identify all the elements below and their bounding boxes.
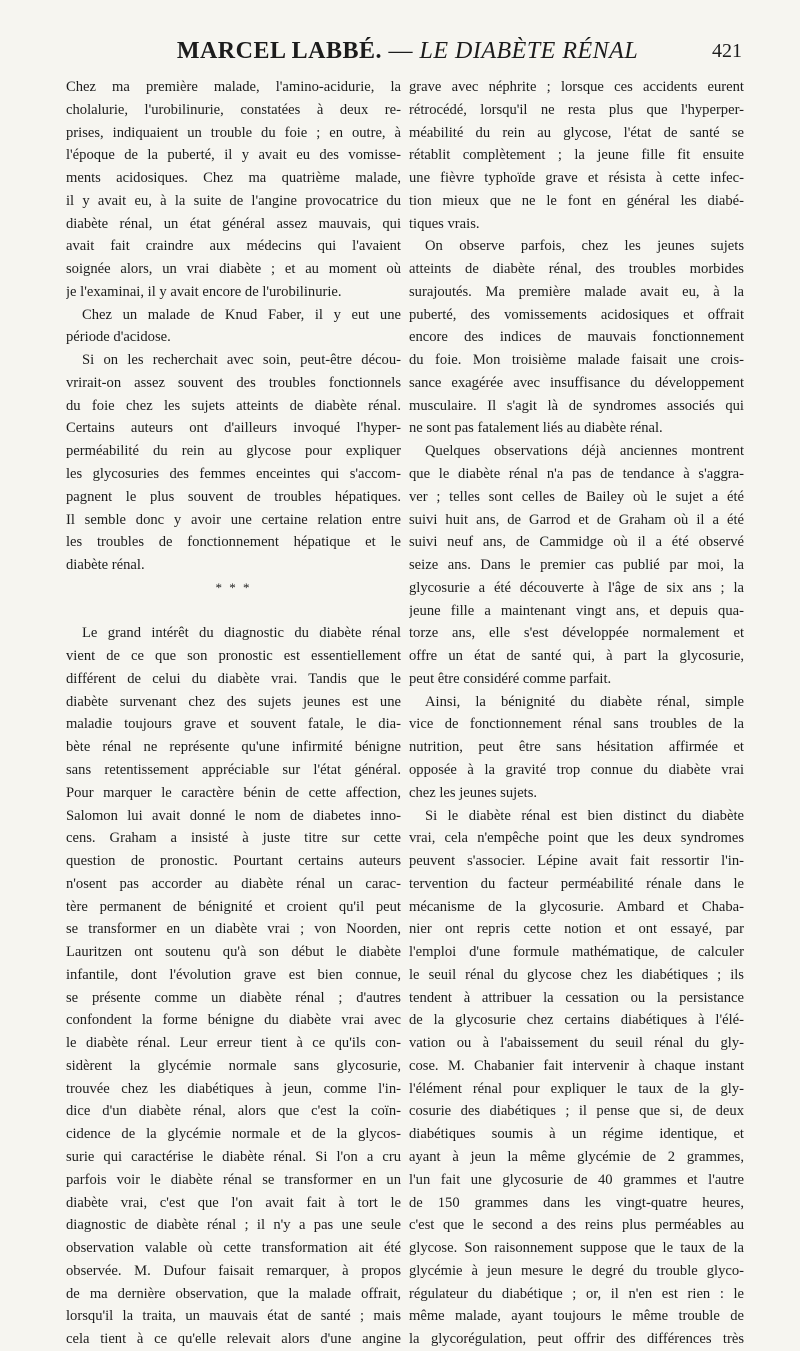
text-line: du foie chez les sujets atteints de diabète rénal. — [66, 397, 401, 414]
text-line: diabète rénal. — [66, 557, 145, 574]
header-author: MARCEL LABBÉ. — [176, 38, 383, 64]
text-line: diabétiques soumis à un régime identique, et — [409, 1126, 744, 1143]
text-line: suivi neuf ans, de Cammidge où il a été observé — [409, 534, 744, 551]
text-line: surie qui caractérise le diabète rénal. Si l'on a cru — [66, 1148, 401, 1165]
text-line: maladie toujours grave et souvent fatale, le dia- — [66, 716, 401, 733]
text-line: perméabilité du rein au glycose pour expliquer — [66, 443, 401, 460]
text-line: le seuil rénal du glycose chez les diabétiques ; ils — [409, 966, 744, 983]
text-line: diagnostic de diabète rénal ; il n'y a pas une seule — [66, 1217, 401, 1234]
text-line: grave avec néphrite ; lorsque ces accidents eurent — [409, 79, 744, 95]
text-line: vice de fonctionnement rénal sans troubles de la — [409, 716, 744, 733]
running-header — [60, 38, 755, 68]
text-line: Chez ma première malade, l'amino-acidurie, la — [66, 79, 401, 95]
text-line: observation valable où cette transformation ait été — [66, 1240, 401, 1257]
text-line: tiques vrais. — [409, 215, 480, 232]
text-line: Ainsi, la bénignité du diabète rénal, simple — [425, 693, 744, 710]
text-line: la glycorégulation, peut offrir des différences très — [409, 1331, 744, 1348]
text-line: torze ans, elle s'est développée normalement et — [409, 625, 744, 642]
text-line: glycose. Son raisonnement suppose que le taux de la — [409, 1240, 744, 1257]
text-line: chez les jeunes sujets. — [409, 784, 538, 801]
text-line: vrai, cela n'empêche point que les deux syndromes — [409, 830, 744, 847]
text-line: différent de celui du diabète vrai. Tandis que le — [66, 670, 401, 687]
text-line: diabète survenant chez des sujets jeunes est une — [66, 693, 401, 710]
text-line: trouvée chez les diabétiques à jeun, comme l'in- — [66, 1080, 401, 1097]
text-line: se présente comme un diabète rénal ; d'autres — [66, 989, 401, 1006]
text-line: vient de ce que son pronostic est essentiellement — [66, 648, 401, 665]
text-line: Il semble donc y avoir une certaine relation entre — [66, 511, 401, 528]
text-line: mécanisme de la glycosurie. Ambard et Chaba- — [409, 898, 744, 915]
text-line: offre un état de santé qui, à part la glycosurie, — [409, 648, 744, 665]
text-line: régulateur du diabétique ; or, il n'en est rien : le — [409, 1285, 744, 1302]
text-line: rétablit complètement ; la jeune fille fit ensuite — [409, 147, 744, 164]
text-line: question de pronostic. Pourtant certains auteurs — [66, 853, 401, 870]
text-line: se transformer en un diabète vrai ; von Noorden, — [66, 921, 401, 938]
text-line: l'élément rénal pour expliquer le taux de la gly- — [409, 1080, 744, 1097]
text-line: du foie. Mon troisième malade faisait une crois- — [409, 352, 744, 369]
text-line: je l'examinai, il y avait encore de l'urobilinurie. — [66, 283, 342, 300]
text-line: sans retentissement appréciable sur l'état général. — [66, 761, 401, 778]
text-line: On observe parfois, chez les jeunes sujets — [425, 238, 744, 255]
text-line: infantile, dont l'évolution grave est bien connue, — [66, 966, 401, 983]
text-line — [66, 600, 401, 623]
text-line: cholalurie, l'urobilinurie, constatées à deux re- — [66, 101, 401, 118]
text-line: Quelques observations déjà anciennes montrent — [425, 443, 744, 460]
text-line: observée. M. Dufour faisait remarquer, à propos — [66, 1262, 401, 1279]
right-column — [409, 76, 744, 1351]
text-line: période d'acidose. — [66, 329, 171, 346]
text-line: surajoutés. Ma première malade avait eu, à la — [409, 283, 744, 300]
text-line: l'époque de la puberté, il y avait eu des vomisse- — [66, 147, 401, 164]
text-line: seize ans. Dans le premier cas publié par moi, la — [409, 557, 744, 574]
text-line: avait fait craindre aux médecins qui l'avaient — [66, 238, 401, 255]
text-line: opposée à la gravité trop connue du diabète vrai — [409, 761, 744, 778]
text-line: nier ont repris cette notion et ont essayé, par — [409, 921, 744, 938]
text-line: sidèrent la glycémie normale sans glycosurie, — [66, 1057, 401, 1074]
text-line: une fièvre typhoïde grave et résista à cette infec- — [409, 170, 744, 187]
text-line: Pour marquer le caractère bénin de cette affection, — [66, 784, 401, 801]
text-line: jeune fille a maintenant vingt ans, et depuis qua- — [409, 602, 744, 619]
text-line: les troubles de fonctionnement hépatique et le — [66, 534, 401, 551]
text-line: confondent la forme bénigne du diabète vrai avec — [66, 1012, 401, 1029]
text-line: l'un fait une glycosurie de 40 grammes et l'autre — [409, 1171, 744, 1188]
text-line: de la glycosurie chez certains diabétiques à l'élé- — [409, 1012, 744, 1029]
text-line: cela tient à ce qu'elle relevait alors d'une angine — [66, 1331, 401, 1348]
section-separator: * * * — [215, 579, 252, 595]
text-line: ver ; telles sont celles de Bailey où le sujet a été — [409, 488, 744, 505]
text-line: suivi huit ans, de Garrod et de Graham où il a été — [409, 511, 744, 528]
text-line: glycosurie a été découverte à l'âge de six ans ; la — [409, 579, 744, 596]
text-line: Si le diabète rénal est bien distinct du diabète — [425, 807, 744, 824]
text-line: ments acidosiques. Chez ma quatrième malade, — [66, 170, 401, 187]
text-line: pagnent le plus souvent de troubles hépatiques. — [66, 488, 401, 505]
text-line: tervention du facteur perméabilité rénale dans le — [409, 875, 744, 892]
text-line: Chez un malade de Knud Faber, il y eut une — [82, 306, 401, 323]
text-line: de 150 grammes dans les vingt-quatre heures, — [409, 1194, 744, 1211]
text-line: diabète vrai, c'est que l'on avait fait à tort le — [66, 1194, 401, 1211]
text-line: Lauritzen ont soutenu qu'à son début le diabète — [66, 944, 401, 961]
text-line: vrirait-on assez souvent des troubles fonctionnels — [66, 374, 401, 391]
text-line: Le grand intérêt du diagnostic du diabète rénal — [82, 625, 401, 642]
text-line: de ma dernière observation, que la malade offrait, — [66, 1285, 401, 1302]
header-title: LE DIABÈTE RÉNAL — [419, 38, 639, 64]
text-line: lorsqu'il la traita, un mauvais état de santé ; mais — [66, 1308, 401, 1325]
text-line: sance exagérée avec insuffisance du développement — [409, 374, 744, 391]
text-line: atteints de diabète rénal, des troubles morbides — [409, 261, 744, 278]
text-line: puberté, des vomissements acidosiques et offrait — [409, 306, 744, 323]
text-line: que le diabète rénal n'a pas de tendance à s'aggra- — [409, 466, 744, 483]
text-line: diabète rénal, un état général assez mauvais, qui — [66, 215, 401, 232]
text-line: cidence de la glycémie normale et de la glycos- — [66, 1126, 401, 1143]
text-line: musculaire. Il s'agit là de syndromes associés qui — [409, 397, 744, 414]
text-line: Salomon lui avait donné le nom de diabetes inno- — [66, 807, 401, 824]
text-line: tion mieux que ne le font en général les diabé- — [409, 192, 744, 209]
text-line: parfois voir le diabète rénal se transformer en un — [66, 1171, 401, 1188]
text-line: n'osent pas accorder au diabète rénal un carac- — [66, 875, 401, 892]
text-line: le diabète rénal. Leur erreur tient à ce qu'ils con- — [66, 1035, 401, 1052]
text-line: peuvent s'associer. Lépine avait fait ressortir l'in- — [409, 853, 744, 870]
text-line: les glycosuries des femmes enceintes qui s'accom- — [66, 466, 401, 483]
text-line: tère permanent de bénignité et croient qu'il peut — [66, 898, 401, 915]
left-column — [66, 76, 401, 1351]
text-line: prises, indiquaient un trouble du foie ; en outre, à — [66, 124, 401, 141]
text-line: dice d'un diabète rénal, alors que c'est la coïn- — [66, 1103, 401, 1120]
text-line: soignée alors, un vrai diabète ; et au moment où — [66, 261, 401, 278]
text-line: Certains auteurs ont d'ailleurs invoqué l'hyper- — [66, 420, 401, 437]
text-line: peut être considéré comme parfait. — [409, 670, 612, 687]
text-line: méabilité du rein au glycose, l'état de santé se — [409, 124, 744, 141]
text-line: il y avait eu, à la suite de l'angine provocatrice du — [66, 192, 401, 209]
page-number: 421 — [712, 40, 742, 62]
text-line: Si on les recherchait avec soin, peut-être décou- — [82, 352, 401, 369]
text-line: glycémie à jeun mesure le degré du trouble glyco- — [409, 1262, 744, 1279]
text-line: bète rénal ne représente qu'une infirmité bénigne — [66, 739, 401, 756]
text-line: c'est que le second a des reins plus perméables au — [409, 1217, 744, 1234]
text-line: cose. M. Chabanier fait intervenir à chaque instant — [409, 1057, 744, 1074]
text-line: tendent à attribuer la cessation ou la persistance — [409, 989, 744, 1006]
text-line: nutrition, peut être sans hésitation affirmée et — [409, 739, 744, 756]
text-line: cens. Graham a insisté à juste titre sur cette — [66, 830, 401, 847]
text-line: rétrocédé, lorsqu'il ne resta plus que l'hyperper- — [409, 101, 744, 118]
text-line: même malade, ayant toujours le même trouble de — [409, 1308, 744, 1325]
text-line: cosurie des diabétiques ; il pense que si, de deux — [409, 1103, 744, 1120]
text-line: vation ou à l'abaissement du seuil rénal du gly- — [409, 1035, 744, 1052]
text-line: ayant à jeun la même glycémie de 2 grammes, — [409, 1148, 744, 1165]
text-line: encore des indices de mauvais fonctionnement — [409, 329, 744, 346]
text-line: l'emploi d'une formule mathématique, de calculer — [409, 944, 744, 961]
header-separator: — — [382, 38, 420, 64]
text-line: ne sont pas fatalement liés au diabète rénal. — [409, 420, 663, 437]
